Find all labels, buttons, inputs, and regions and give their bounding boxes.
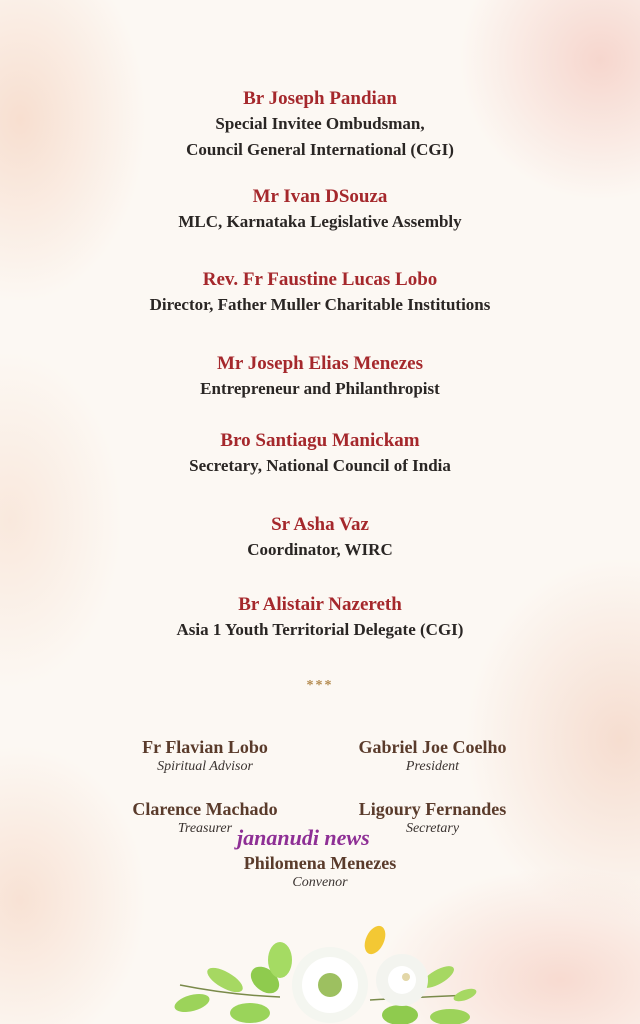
guest-name: Br Alistair Nazereth [238, 594, 402, 615]
guest-role: Council General International (CGI) [186, 140, 454, 159]
committee-member [0, 852, 640, 892]
member-name: Ligoury Fernandes [358, 799, 507, 819]
guest-name: Mr Joseph Elias Menezes [217, 353, 423, 374]
daisy-flower [292, 947, 368, 1023]
member-name: Gabriel Joe Coelho [358, 737, 507, 757]
guest-name: Rev. Fr Faustine Lucas Lobo [202, 269, 438, 290]
branch-left [173, 942, 292, 1023]
guest-role: Entrepreneur and Philanthropist [200, 379, 440, 398]
guest-entry [0, 268, 640, 318]
guest-role: Secretary, National Council of India [189, 456, 451, 475]
guest-role: MLC, Karnataka Legislative Assembly [178, 212, 462, 231]
member-role: Treasurer [177, 821, 233, 836]
guest-name: Sr Asha Vaz [271, 514, 369, 535]
guest-entry [0, 185, 640, 235]
guest-entry [0, 593, 640, 643]
member-name: Fr Flavian Lobo [142, 737, 268, 757]
guest-entry [0, 513, 640, 563]
separator-stars: *** [306, 678, 334, 693]
watermark-text: jananudi news [237, 825, 370, 850]
rose-flower [361, 925, 428, 1006]
flower-decoration [170, 925, 480, 1024]
member-name: Clarence Machado [132, 799, 278, 819]
guest-role: Special Invitee Ombudsman, [215, 114, 425, 133]
guest-role: Coordinator, WIRC [247, 540, 393, 559]
guest-name: Mr Ivan DSouza [252, 186, 388, 207]
guest-role: Asia 1 Youth Territorial Delegate (CGI) [176, 620, 464, 639]
member-role: Convenor [292, 875, 348, 890]
member-name: Philomena Menezes [243, 853, 397, 873]
guest-entry [0, 352, 640, 402]
member-role: President [405, 759, 460, 774]
guest-entry [0, 87, 640, 163]
committee-member [330, 736, 535, 776]
guest-entry [0, 429, 640, 479]
committee-member [105, 736, 305, 776]
guest-name: Br Joseph Pandian [243, 88, 397, 109]
member-role: Secretary [405, 821, 460, 836]
guest-name: Bro Santiagu Manickam [220, 430, 420, 451]
member-role: Spiritual Advisor [157, 759, 253, 774]
guest-role: Director, Father Muller Charitable Institutions [149, 295, 491, 314]
